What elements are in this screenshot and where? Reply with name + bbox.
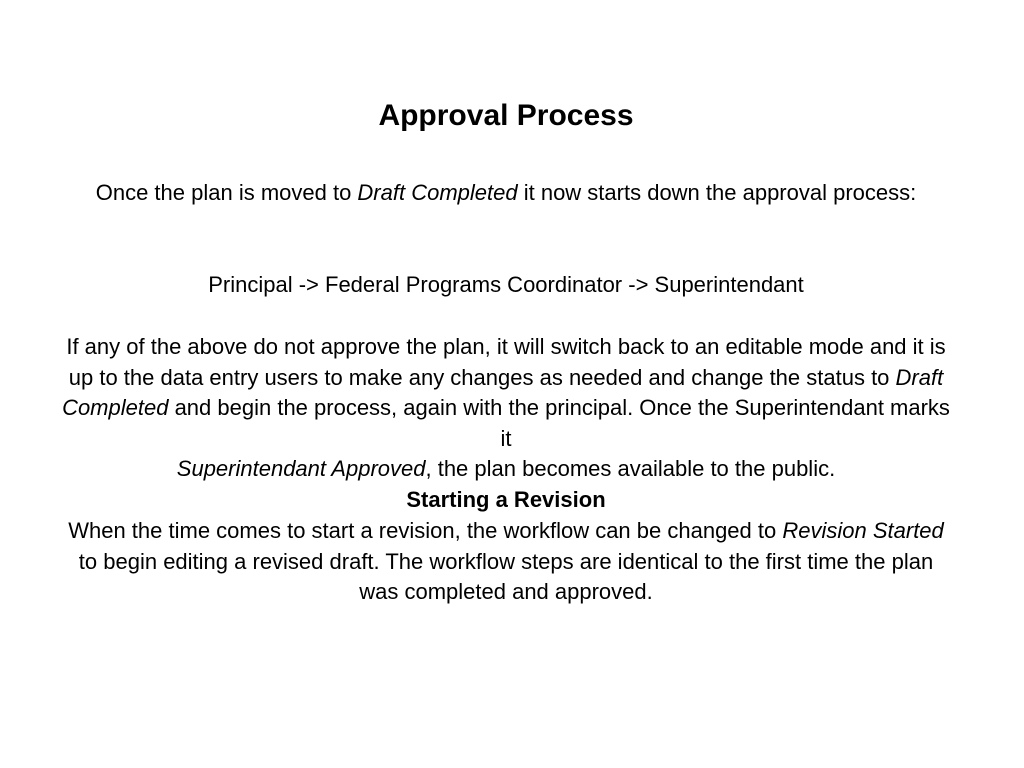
paragraph3-italic-status2: Superintendant Approved [176, 456, 426, 481]
slide-title: Approval Process [378, 99, 634, 132]
paragraph3-text-part3: , the plan becomes available to the public. [425, 456, 836, 481]
section-heading-revision: Starting a Revision [406, 487, 606, 512]
paragraph-approval-chain: Principal -> Federal Programs Coordinator -> Superintendant [208, 272, 804, 297]
paragraph1-text-before: Once the plan is moved to [95, 180, 358, 205]
paragraph4-text-part2: to begin editing a revised draft. The workflow steps are identical to the first time the plan was completed and approved. [78, 548, 934, 604]
paragraph1-text-after: it now starts down the approval process: [517, 180, 917, 205]
paragraph-draft-completed [60, 178, 952, 209]
paragraph3-text-part2: and begin the process, again with the principal. Once the Superintendant marks it [168, 395, 950, 451]
paragraph-rejection-process [60, 332, 952, 485]
paragraph4-text-part1: When the time comes to start a revision, the workflow can be changed to [68, 518, 783, 543]
paragraph3-text-part1: If any of the above do not approve the plan, it will switch back to an editable mode and it is up to the data entry users to make any changes as needed and change the status to [66, 334, 946, 390]
paragraph1-italic-status: Draft Completed [357, 180, 518, 205]
paragraph-revision [60, 516, 952, 608]
paragraph3-italic-status1: Draft Completed [62, 364, 944, 420]
paragraph4-italic-status: Revision Started [782, 518, 944, 543]
